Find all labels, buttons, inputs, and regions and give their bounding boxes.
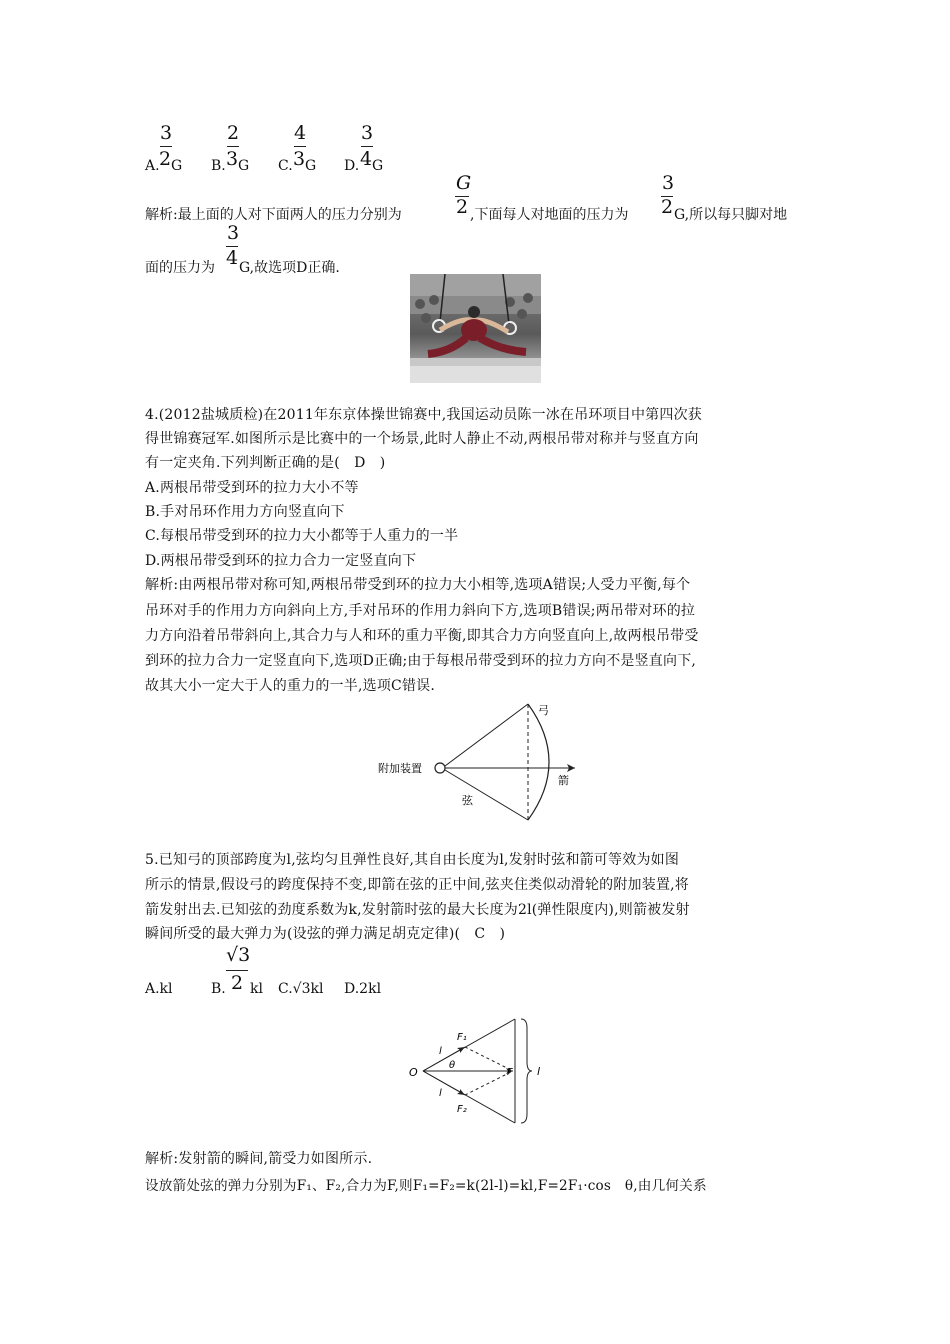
- option-c-numerator: 4: [294, 122, 307, 144]
- fraction-numerator: 3: [662, 172, 675, 194]
- question-text: 所示的情景,假设弓的跨度保持不变,即箭在弦的正中间,弦夹住类似动滑轮的附加装置,将: [145, 877, 689, 893]
- option-a-unit: G: [171, 158, 183, 174]
- f2-vector: [423, 1071, 465, 1095]
- question-text: 箭发射出去.已知弦的劲度系数为k,发射箭时弦的最大长度为2l(弹性限度内),则箭被发射: [145, 902, 690, 918]
- option-c-unit: G: [305, 158, 317, 174]
- question-text: 瞬间所受的最大弹力为(设弦的弹力满足胡克定律)( C ): [145, 926, 506, 942]
- question-text: 得世锦赛冠军.如图所示是比赛中的一个场景,此时人静止不动,两根吊带对称并与竖直方向: [145, 431, 699, 447]
- option-a-label: A.: [145, 158, 160, 174]
- analysis-text: 到环的拉力合力一定竖直向下,选项D正确;由于每根吊带受到环的拉力方向不是竖直向下,: [145, 653, 697, 669]
- device-label: 附加装置: [378, 762, 422, 775]
- point-o-label: O: [409, 1066, 418, 1079]
- f2-arrowhead: [457, 1089, 465, 1095]
- option-d-label: D.: [344, 158, 360, 174]
- arrow-label: 箭: [558, 774, 569, 787]
- fraction-bar: [160, 146, 172, 147]
- option-b-numerator: √3: [226, 944, 251, 966]
- bow-arc: [528, 704, 549, 820]
- option-d-unit: G: [372, 158, 384, 174]
- analysis-text: ,下面每人对地面的压力为: [470, 207, 629, 223]
- fraction-bar: [361, 146, 373, 147]
- option-a: A.kl: [145, 981, 173, 997]
- parallelogram-dashed: [465, 1071, 513, 1095]
- force-diagram: [405, 1016, 555, 1130]
- option-c: C.√3kl: [278, 981, 324, 997]
- f1-arrowhead: [457, 1047, 465, 1053]
- analysis-text: 面的压力为: [145, 260, 215, 276]
- option-a-numerator: 3: [160, 122, 173, 144]
- option-b-label: B.: [211, 158, 226, 174]
- option-b-unit: G: [238, 158, 250, 174]
- question-text: 4.(2012盐城质检)在2011年东京体操世锦赛中,我国运动员陈一冰在吊环项目中第四次获: [145, 407, 702, 423]
- upper-string: [445, 704, 528, 766]
- span-brace: [521, 1019, 532, 1123]
- bow-label: 弓: [538, 704, 549, 717]
- fraction-bar: [227, 146, 239, 147]
- question-text: 5.已知弓的顶部跨度为l,弦均匀且弹性良好,其自由长度为l,发射时弦和箭可等效为如图: [145, 852, 680, 868]
- analysis-text: G,所以每只脚对地: [674, 207, 788, 223]
- fraction-denominator: 2: [456, 196, 469, 218]
- f2-label: F₂: [457, 1104, 467, 1115]
- fraction-numerator: G: [456, 172, 472, 194]
- analysis-text: 故其大小一定大于人的重力的一半,选项C错误.: [145, 678, 436, 694]
- analysis-text: 设放箭处弦的弹力分别为F₁、F₂,合力为F,则F₁=F₂=k(2l-l)=kl,F=2F₁·cos θ,由几何关系: [145, 1178, 707, 1194]
- l-bottom-label: l: [439, 1088, 442, 1099]
- analysis-text: 吊环对手的作用力方向斜向上方,手对吊环的作用力斜向下方,选项B错误;两吊带对环的拉: [145, 603, 696, 619]
- option-d-denominator: 4: [360, 148, 373, 170]
- analysis-text: 解析:发射箭的瞬间,箭受力如图所示.: [145, 1151, 373, 1167]
- option-a-denominator: 2: [159, 148, 172, 170]
- option-b-denominator: 3: [226, 148, 239, 170]
- l-right-label: l: [537, 1065, 541, 1078]
- fraction-numerator: 3: [227, 222, 240, 244]
- option-c-label: C.: [278, 158, 293, 174]
- parallelogram-dashed: [465, 1047, 513, 1071]
- analysis-text: 解析:最上面的人对下面两人的压力分别为: [145, 207, 402, 223]
- string-label: 弦: [462, 794, 473, 807]
- f1-vector: [423, 1047, 465, 1071]
- option-a: A.两根吊带受到环的拉力大小不等: [145, 480, 359, 496]
- pulley-circle: [435, 763, 445, 773]
- fraction-bar: [294, 146, 306, 147]
- fraction-denominator: 2: [661, 196, 674, 218]
- option-d: D.两根吊带受到环的拉力合力一定竖直向下: [145, 553, 417, 569]
- bow-diagram: [370, 692, 590, 828]
- theta-label: θ: [449, 1060, 456, 1071]
- analysis-text: G,故选项D正确.: [239, 260, 340, 276]
- fraction-denominator: 4: [226, 247, 239, 269]
- gymnast-rings-photo: [410, 274, 541, 383]
- l-top-label: l: [439, 1046, 442, 1057]
- option-b-denominator: 2: [231, 972, 244, 994]
- option-c-denominator: 3: [293, 148, 306, 170]
- fraction-bar: [226, 970, 248, 971]
- option-d-numerator: 3: [361, 122, 374, 144]
- option-d: D.2kl: [344, 981, 382, 997]
- option-b: B.手对吊环作用力方向竖直向下: [145, 504, 345, 520]
- analysis-text: 力方向沿着吊带斜向上,其合力与人和环的重力平衡,即其合力方向竖直向上,故两根吊带受: [145, 628, 699, 644]
- f-label: F: [507, 1067, 513, 1078]
- option-c: C.每根吊带受到环的拉力大小都等于人重力的一半: [145, 528, 459, 544]
- analysis-text: 解析:由两根吊带对称可知,两根吊带受到环的拉力大小相等,选项A错误;人受力平衡,每个: [145, 577, 691, 593]
- question-text: 有一定夹角.下列判断正确的是( D ): [145, 455, 386, 471]
- option-b-label: B.: [211, 981, 226, 997]
- option-b-numerator: 2: [227, 122, 240, 144]
- f1-label: F₁: [457, 1032, 467, 1043]
- lower-string: [445, 770, 528, 820]
- option-b-unit: kl: [250, 981, 263, 997]
